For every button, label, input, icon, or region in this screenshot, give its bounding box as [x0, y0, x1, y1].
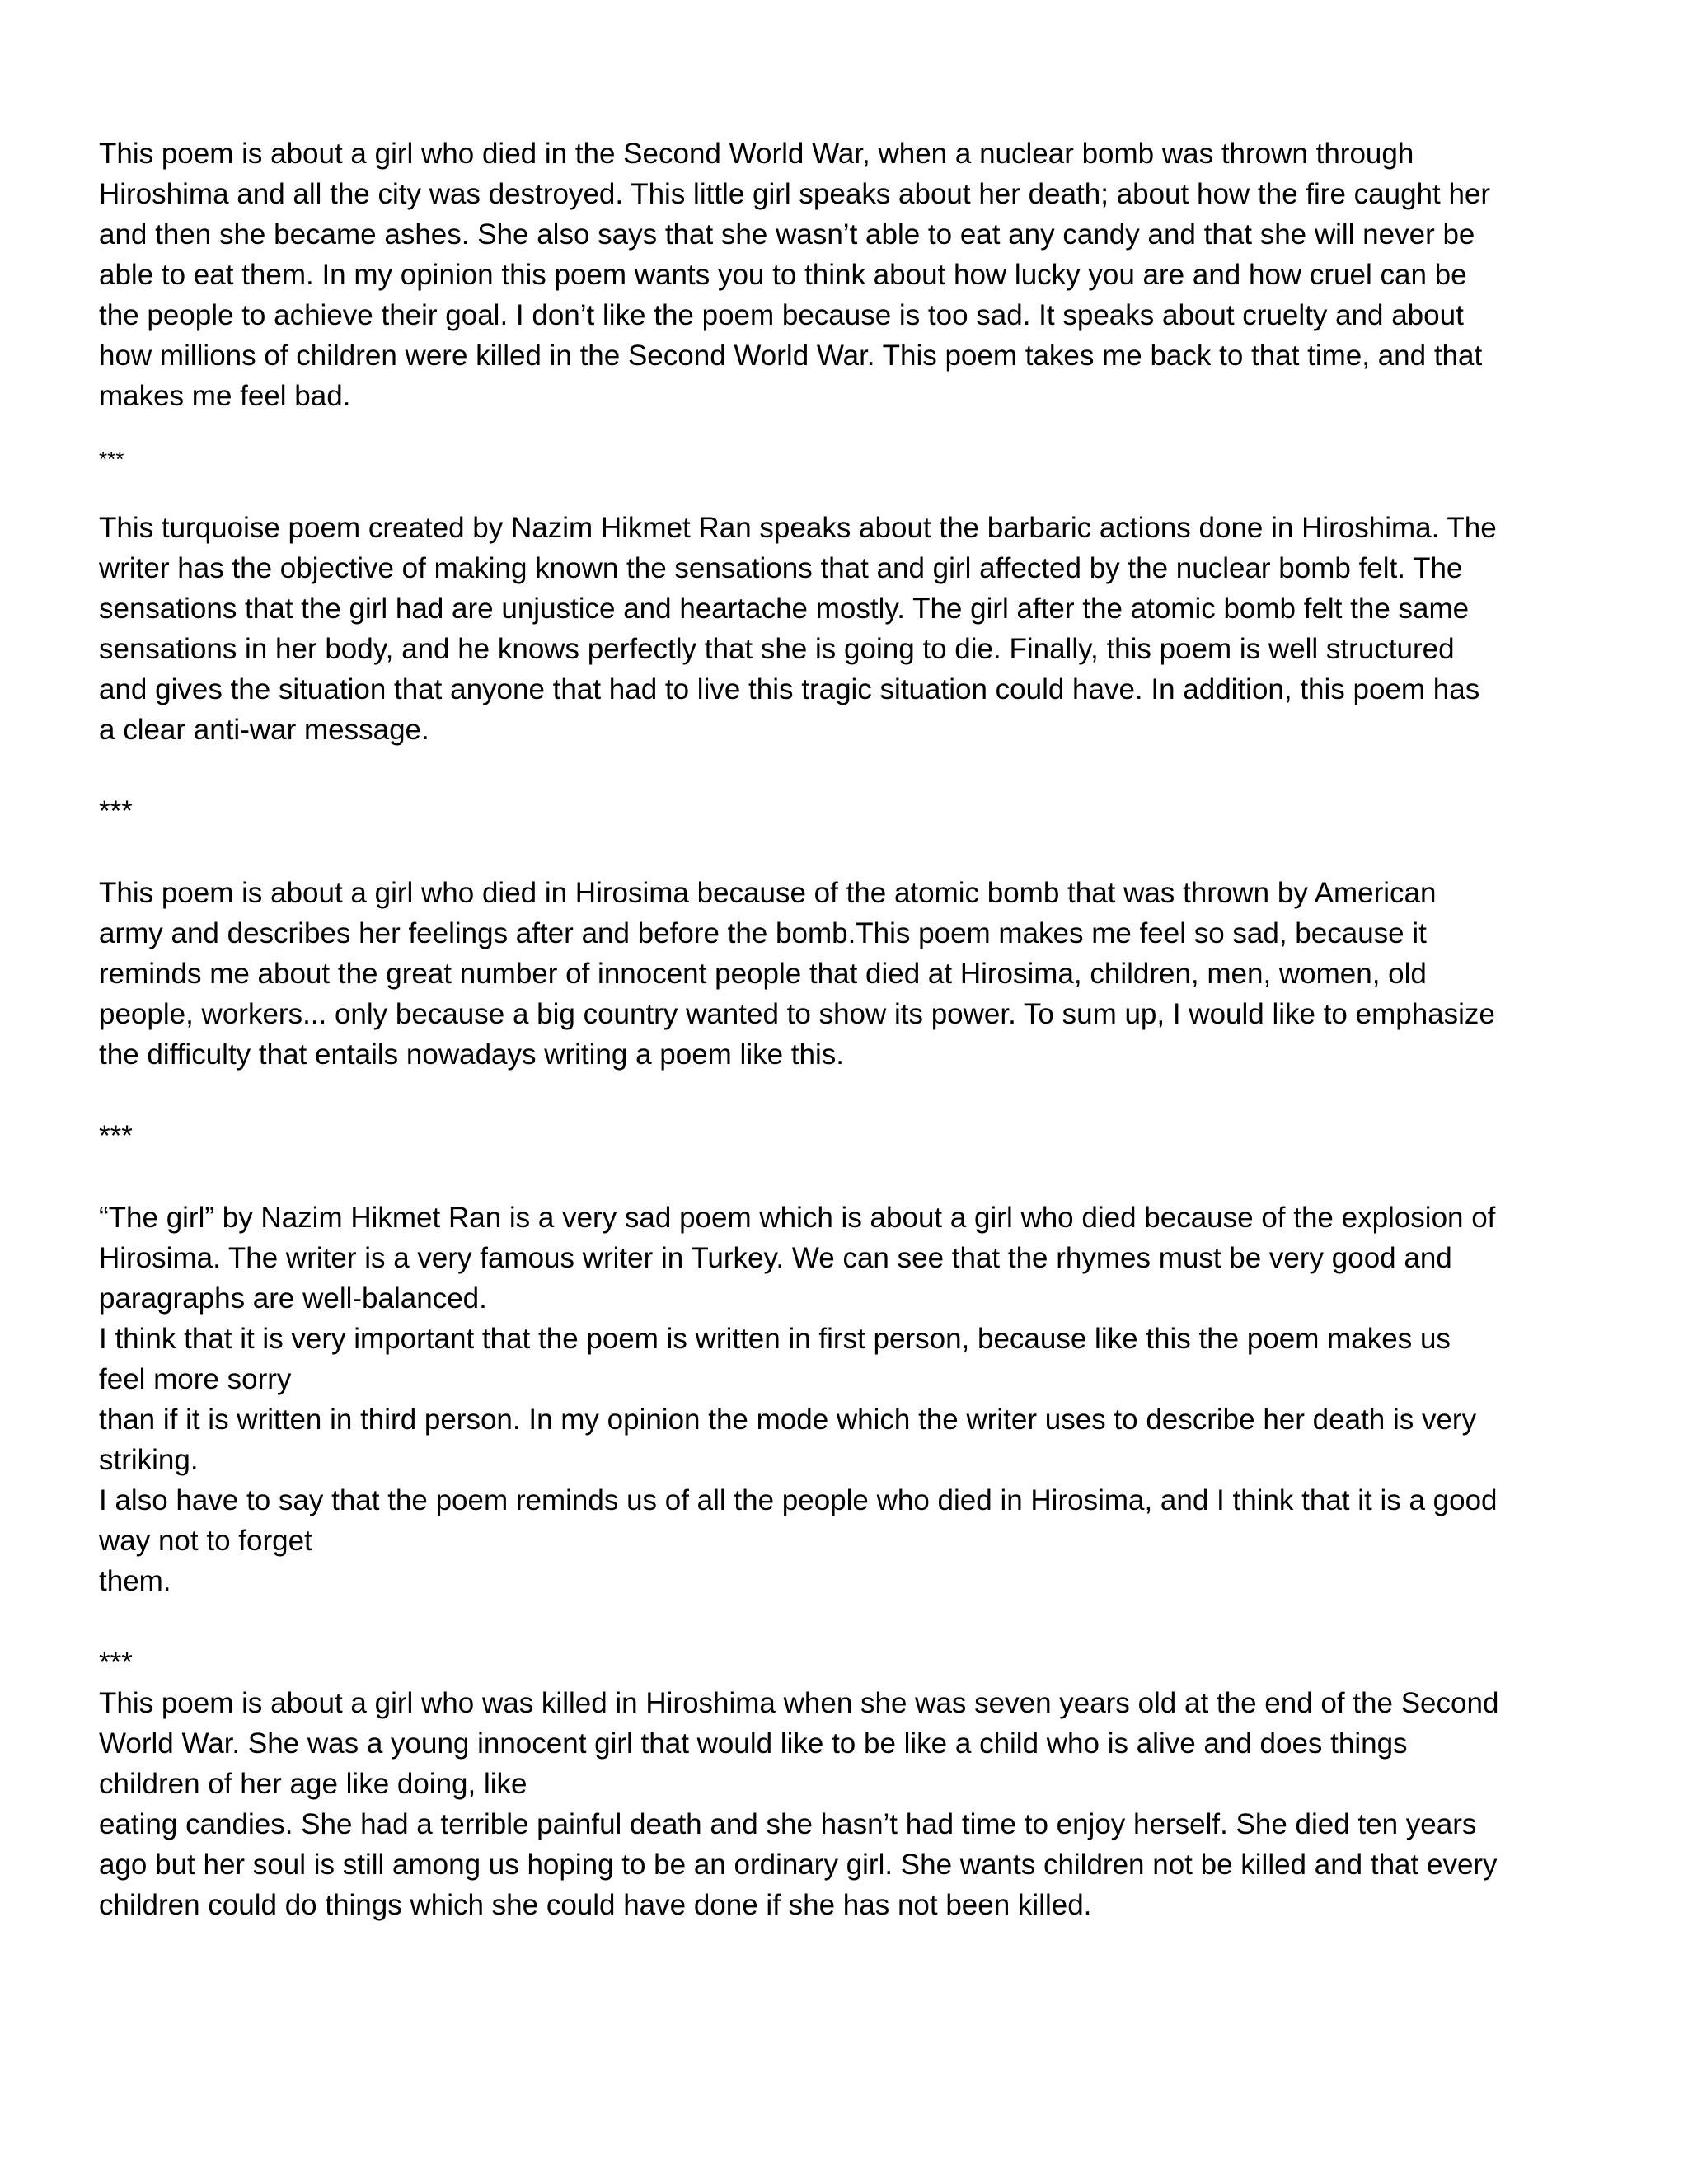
text-line: This turquoise poem created by Nazim Hikmet Ran speaks about the barbaric actions done in Hiroshima. The	[99, 512, 1497, 544]
text-line: I also have to say that the poem reminds us of all the people who died in Hirosima, and I think that it is a good	[99, 1484, 1498, 1516]
text-line: children could do things which she could have done if she has not been killed.	[99, 1889, 1092, 1921]
text-line: paragraphs are well-balanced.	[99, 1282, 487, 1315]
text-line: Hiroshima and all the city was destroyed. This little girl speaks about her death; about how the fire caught her	[99, 178, 1491, 210]
section-separator: ***	[99, 447, 124, 471]
paragraph-5	[99, 1683, 1574, 1925]
text-line: people, workers... only because a big country wanted to show its power. To sum up, I would like to emphasize	[99, 998, 1495, 1030]
text-line: World War. She was a young innocent girl that would like to be like a child who is alive and does things	[99, 1727, 1408, 1760]
document-body	[99, 134, 1574, 1925]
text-line: Hirosima. The writer is a very famous writer in Turkey. We can see that the rhymes must be very good and	[99, 1242, 1452, 1274]
paragraph-3	[99, 873, 1574, 1075]
text-line: sensations that the girl had are unjustice and heartache mostly. The girl after the atomic bomb felt the same	[99, 593, 1470, 625]
text-line: and gives the situation that anyone that had to live this tragic situation could have. In addition, this poem has	[99, 673, 1480, 705]
text-line: This poem is about a girl who died in the Second World War, when a nuclear bomb was thrown through	[99, 138, 1414, 170]
text-line: writer has the objective of making known the sensations that and girl affected by the nuclear bomb felt. The	[99, 552, 1463, 584]
text-line: This poem is about a girl who died in Hirosima because of the atomic bomb that was thrown by American	[99, 877, 1437, 909]
text-line: them.	[99, 1565, 171, 1597]
section-separator: ***	[99, 795, 133, 827]
text-line: how millions of children were killed in the Second World War. This poem takes me back to that time, and that	[99, 340, 1483, 372]
text-line: sensations in her body, and he knows perfectly that she is going to die. Finally, this poem is well structured	[99, 633, 1455, 665]
text-line: children of her age like doing, like	[99, 1768, 528, 1800]
text-line: than if it is written in third person. In my opinion the mode which the writer uses to describe her death is very	[99, 1404, 1477, 1436]
text-line: the difficulty that entails nowadays writing a poem like this.	[99, 1038, 844, 1071]
section-separator: ***	[99, 1647, 133, 1679]
text-line: and then she became ashes. She also says that she wasn’t able to eat any candy and that she will never be	[99, 218, 1475, 251]
text-line: way not to forget	[99, 1525, 312, 1557]
paragraph-2	[99, 508, 1574, 750]
text-line: makes me feel bad.	[99, 380, 351, 412]
text-line: reminds me about the great number of innocent people that died at Hirosima, children, men, women, old	[99, 958, 1427, 990]
text-line: “The girl” by Nazim Hikmet Ran is a very sad poem which is about a girl who died because of the explosion of	[99, 1202, 1496, 1234]
text-line: able to eat them. In my opinion this poem wants you to think about how lucky you are and how cruel can be	[99, 259, 1467, 291]
paragraph-1	[99, 134, 1574, 416]
text-line: the people to achieve their goal. I don’t like the poem because is too sad. It speaks about cruelty and about	[99, 299, 1464, 331]
text-line: a clear anti-war message.	[99, 714, 429, 746]
text-line: army and describes her feelings after and before the bomb.This poem makes me feel so sad, because it	[99, 917, 1427, 949]
text-line: ago but her soul is still among us hoping to be an ordinary girl. She wants children not be killed and that every	[99, 1849, 1498, 1881]
text-line: This poem is about a girl who was killed in Hiroshima when she was seven years old at the end of the Second	[99, 1687, 1499, 1719]
text-line: I think that it is very important that the poem is written in first person, because like this the poem makes us	[99, 1323, 1451, 1355]
text-line: eating candies. She had a terrible painful death and she hasn’t had time to enjoy herself. She died ten years	[99, 1808, 1477, 1840]
paragraph-4	[99, 1197, 1574, 1601]
text-line: feel more sorry	[99, 1363, 292, 1395]
section-separator: ***	[99, 1120, 133, 1152]
text-line: striking.	[99, 1444, 199, 1476]
